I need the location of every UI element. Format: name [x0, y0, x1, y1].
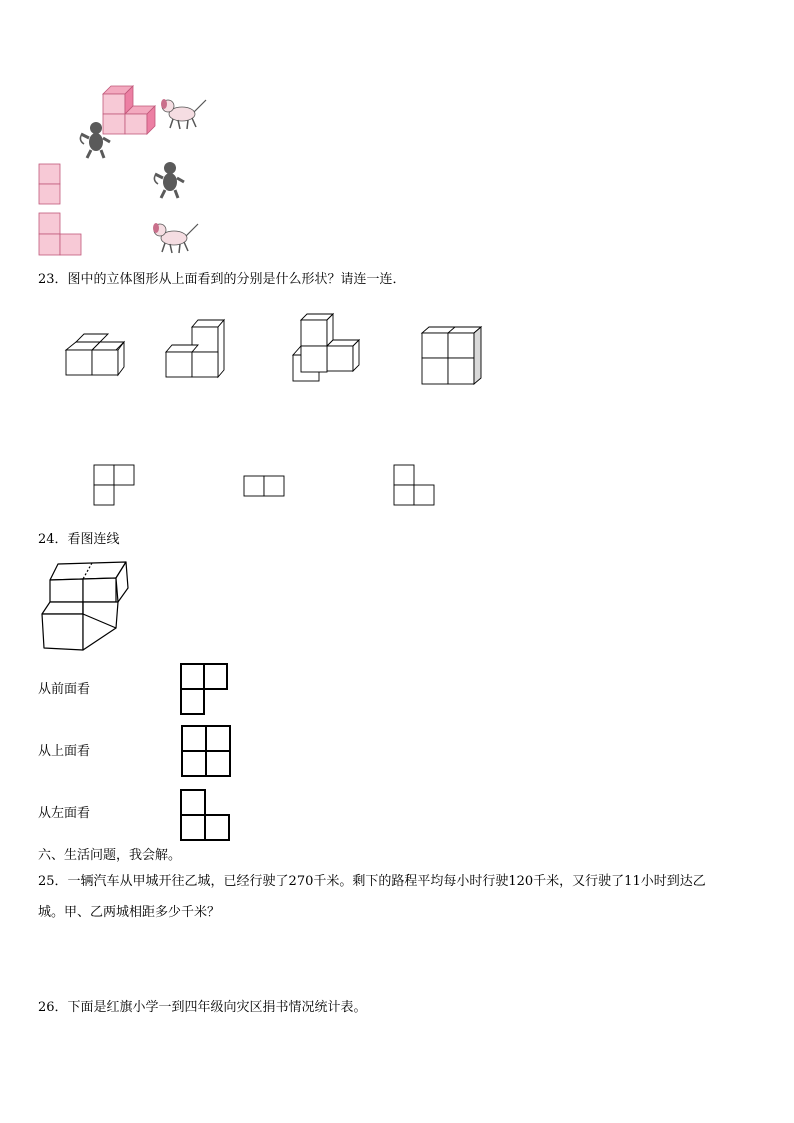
solid-figure-1 — [64, 332, 126, 378]
question-26-text: 26．下面是红旗小学一到四年级向灾区捐书情况统计表。 — [38, 1000, 367, 1015]
two-square-vertical-shape — [38, 163, 62, 205]
monkey-icon — [152, 160, 188, 200]
top-view-shape-2 — [243, 475, 287, 497]
question-24-text: 24．看图连线 — [38, 532, 120, 547]
monkey-icon — [78, 120, 114, 160]
solid-figure-3 — [291, 312, 363, 384]
top-view-shape-3 — [393, 464, 437, 506]
view-label-top: 从上面看 — [38, 744, 91, 759]
dog-icon — [158, 96, 210, 132]
solid-figure-2 — [164, 318, 228, 380]
question-25-line1: 25．一辆汽车从甲城开往乙城，已经行驶了270千米。剩下的路程平均每小时行驶120千米，又行驶了11小时到达乙 — [38, 874, 706, 889]
view-label-left: 从左面看 — [38, 806, 91, 821]
top-view-shape-1 — [93, 464, 137, 506]
question-25-line2: 城。甲、乙两城相距多少千米？ — [38, 905, 221, 920]
section-6-heading: 六、生活问题，我会解。 — [38, 848, 182, 863]
dog-icon — [150, 220, 202, 256]
view-shape-front — [179, 662, 231, 718]
question-23-text: 23．图中的立体图形从上面看到的分别是什么形状？请连一连． — [38, 272, 406, 287]
l-shape-pink — [38, 212, 84, 256]
view-shape-top — [180, 724, 232, 780]
view-label-front: 从前面看 — [38, 682, 91, 697]
q24-solid-figure — [40, 558, 132, 654]
solid-figure-4 — [420, 325, 486, 387]
view-shape-left — [179, 788, 231, 844]
